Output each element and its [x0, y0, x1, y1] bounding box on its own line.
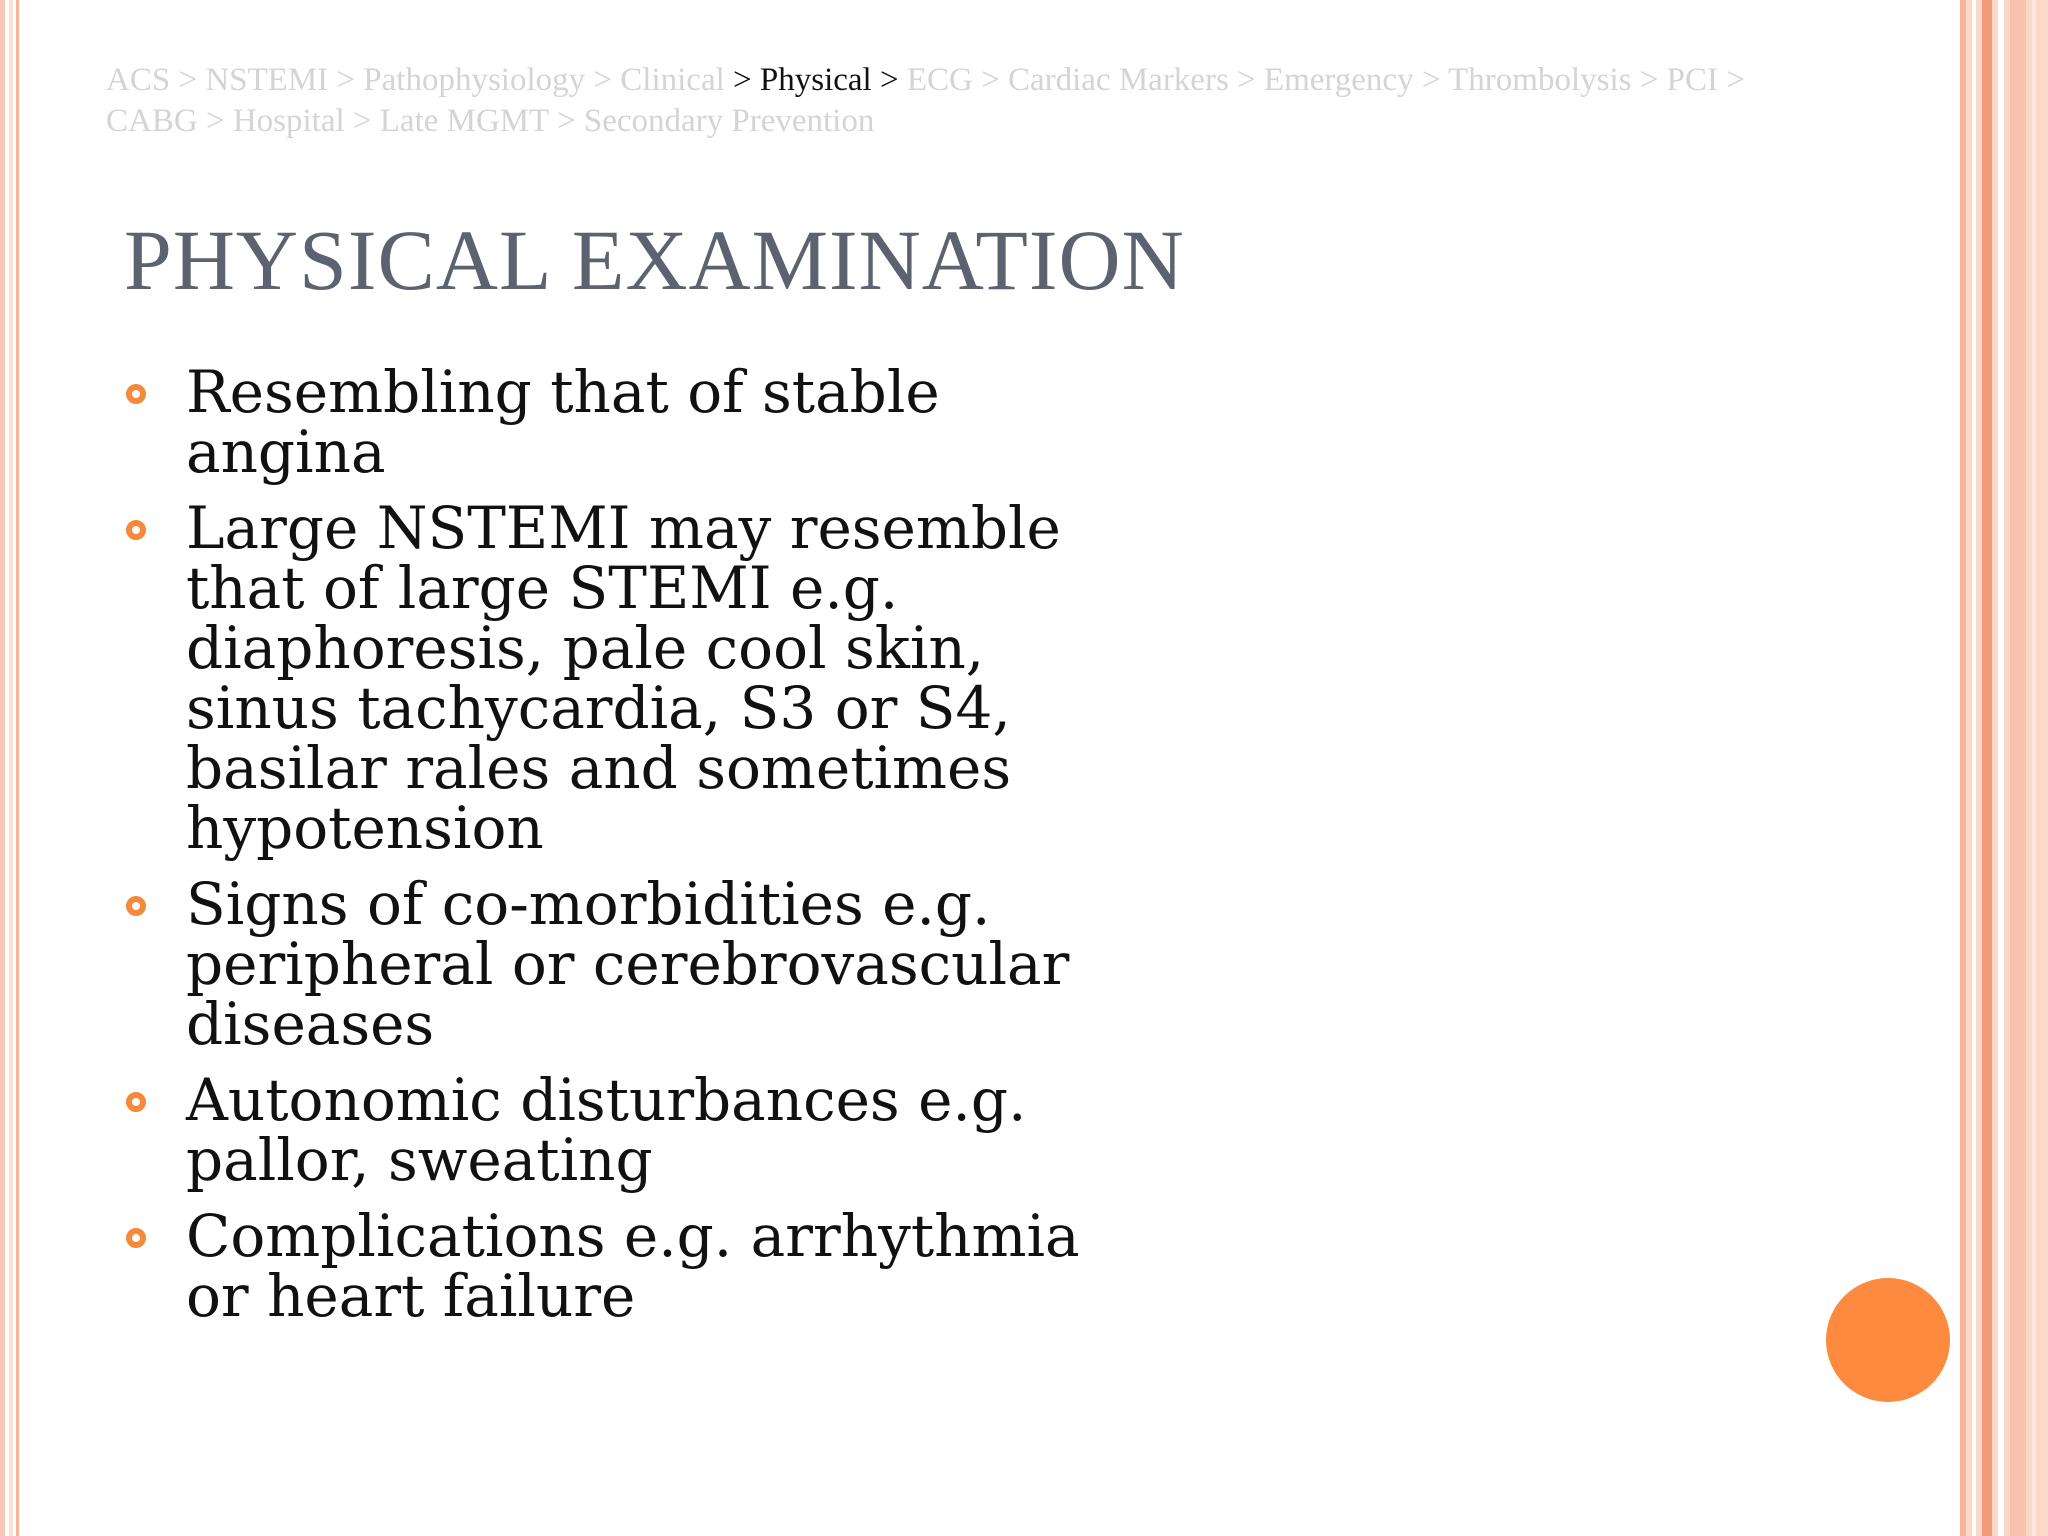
breadcrumb-item-secondary-prevention[interactable]: Secondary Prevention — [583, 103, 875, 139]
left-border-line — [16, 0, 19, 1536]
breadcrumb-separator: > — [879, 62, 899, 98]
breadcrumb-item-nstemi[interactable]: NSTEMI — [205, 62, 329, 98]
bullet-item — [124, 1202, 1124, 1330]
breadcrumb-item-thrombolysis[interactable]: Thrombolysis — [1448, 62, 1632, 98]
right-border-line — [2010, 0, 2026, 1536]
breadcrumb-item-late-mgmt[interactable]: Late MGMT — [379, 103, 549, 139]
bullet-text: Signs of co-morbidities e.g. peripheral or cerebrovascular diseases — [186, 870, 1070, 1058]
bullet-ring-icon — [126, 1228, 146, 1248]
bullet-text: Complications e.g. arrhythmia or heart failure — [186, 1202, 1080, 1330]
breadcrumb-item-hospital[interactable]: Hospital — [232, 103, 345, 139]
bullet-ring-icon — [126, 384, 146, 404]
breadcrumb-separator: > — [556, 103, 576, 139]
right-border-line — [2032, 0, 2036, 1536]
breadcrumb-item-physical[interactable]: Physical — [759, 62, 872, 98]
right-border-line — [1998, 0, 2004, 1536]
bullet-item — [124, 1066, 1124, 1194]
left-border-line — [9, 0, 13, 1536]
bullet-item — [124, 870, 1124, 1058]
bullet-text: Large NSTEMI may resemble that of large STEMI e.g. diaphoresis, pale cool skin, sinus tachycardia, S3 or S4, basilar rales and sometimes hypotension — [186, 494, 1061, 862]
breadcrumb-separator: > — [1237, 62, 1256, 98]
right-border-line — [1972, 0, 1976, 1536]
breadcrumb-separator: > — [593, 62, 613, 98]
breadcrumb-separator: > — [1421, 62, 1441, 98]
breadcrumb-item-acs[interactable]: ACS — [106, 62, 171, 98]
breadcrumb-separator: > — [205, 103, 225, 139]
bullet-item — [124, 358, 1124, 486]
breadcrumb-item-cabg[interactable]: CABG — [106, 103, 198, 139]
left-border-line — [0, 0, 5, 1536]
left-border-decoration — [0, 0, 22, 1536]
breadcrumb-separator: > — [178, 62, 198, 98]
breadcrumb-item-clinical[interactable]: Clinical — [620, 62, 725, 98]
breadcrumb-separator: > — [352, 103, 372, 139]
breadcrumb-item-ecg[interactable]: ECG — [906, 62, 973, 98]
breadcrumb-separator: > — [1639, 62, 1659, 98]
breadcrumb — [106, 60, 1746, 142]
bullet-ring-icon — [126, 896, 146, 916]
bullet-ring-icon — [126, 1092, 146, 1112]
breadcrumb-item-pathophysiology[interactable]: Pathophysiology — [363, 62, 586, 98]
breadcrumb-separator: > — [1726, 62, 1745, 98]
bullet-list — [124, 358, 1124, 1342]
right-border-line — [1982, 0, 1992, 1536]
breadcrumb-item-pci[interactable]: PCI — [1666, 62, 1718, 98]
right-border-decoration — [1960, 0, 2048, 1536]
breadcrumb-separator: > — [336, 62, 356, 98]
bullet-ring-icon — [126, 520, 146, 540]
bullet-text: Resembling that of stable angina — [186, 358, 940, 486]
right-border-line — [1960, 0, 1966, 1536]
bullet-text: Autonomic disturbances e.g. pallor, sweating — [186, 1066, 1027, 1194]
bullet-item — [124, 494, 1124, 862]
breadcrumb-item-cardiac-markers[interactable]: Cardiac Markers — [1007, 62, 1229, 98]
slide-title: PHYSICAL EXAMINATION — [124, 212, 1185, 308]
decorative-orange-circle — [1826, 1278, 1950, 1402]
breadcrumb-separator: > — [981, 62, 1000, 98]
breadcrumb-item-emergency[interactable]: Emergency — [1263, 62, 1414, 98]
breadcrumb-separator: > — [733, 62, 752, 98]
